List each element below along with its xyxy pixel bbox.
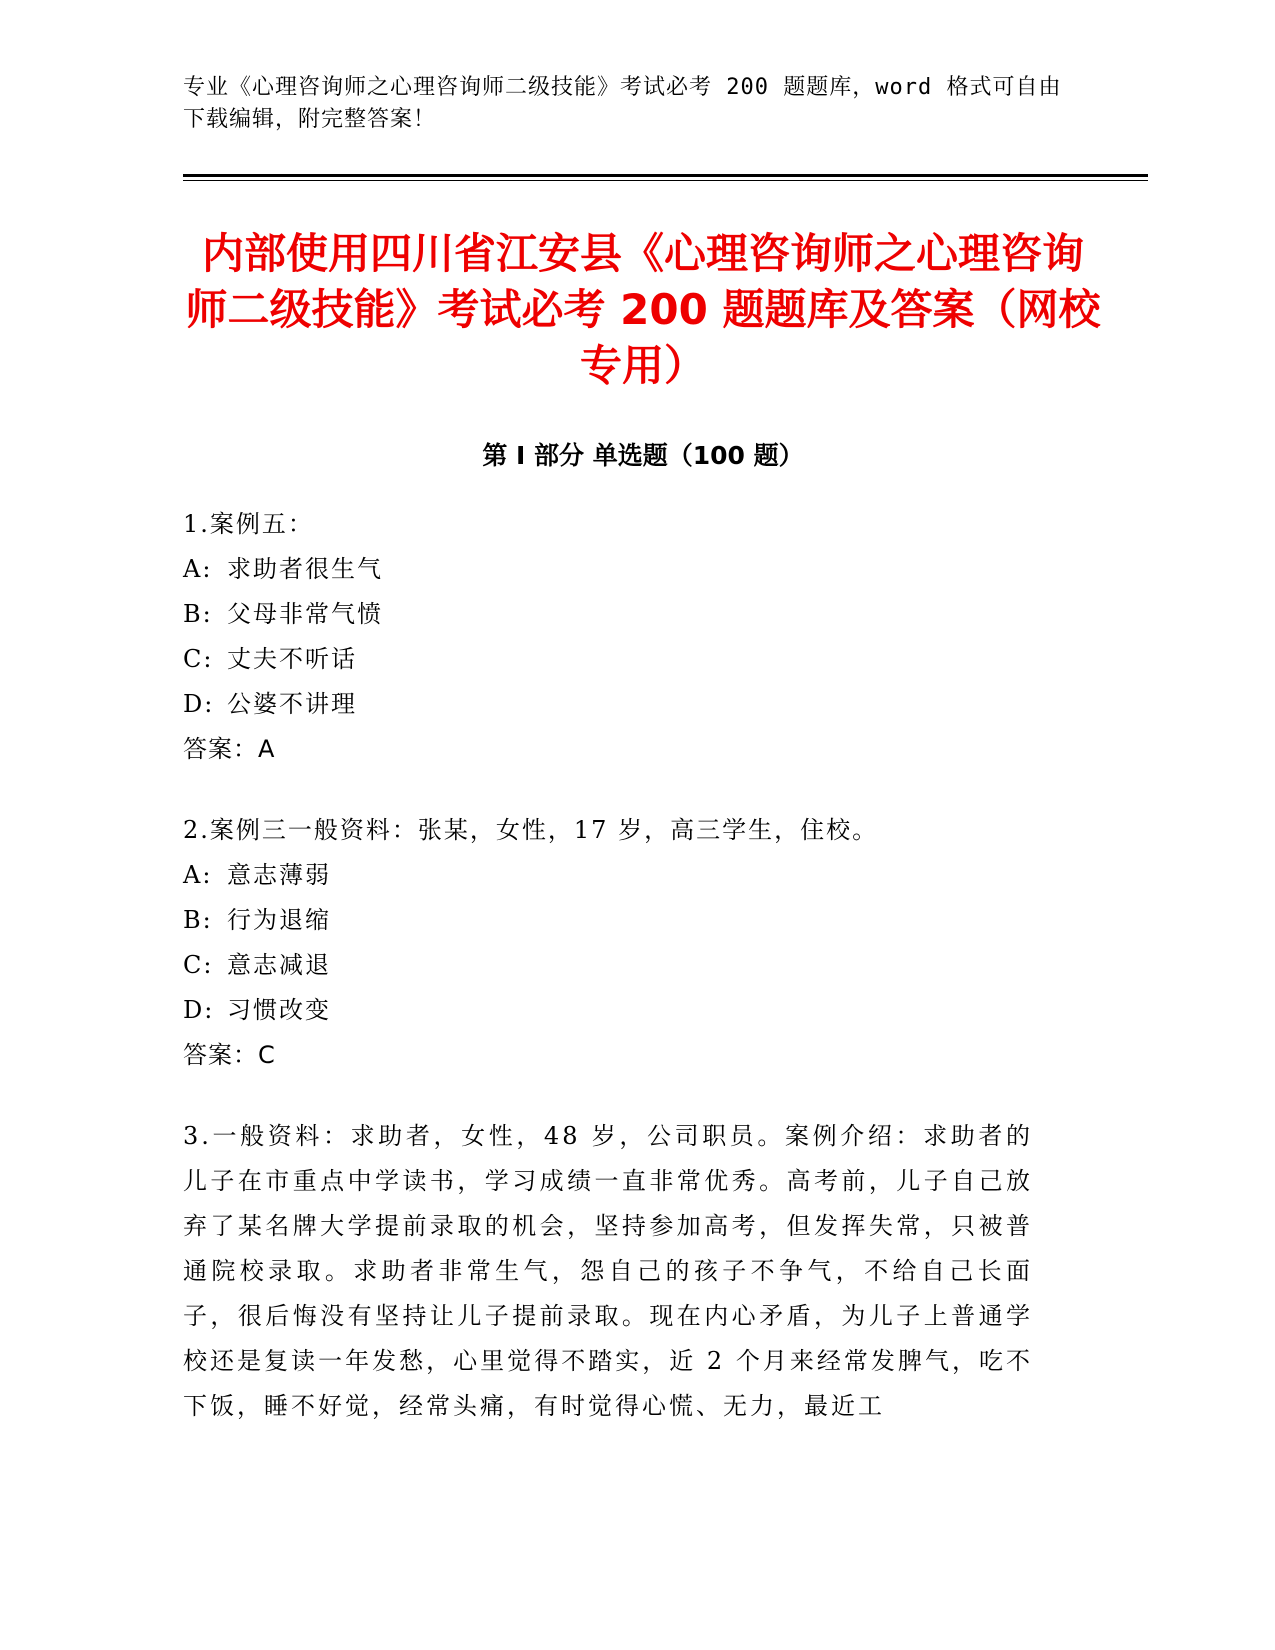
option-text: 意志减退 — [227, 951, 331, 979]
option-d — [183, 988, 1073, 1033]
option-text: 求助者很生气 — [227, 555, 383, 583]
answer-line: 答案：C — [183, 1041, 276, 1069]
header-divider-thick — [183, 174, 1148, 177]
option-letter: D: — [183, 996, 215, 1024]
option-text: 丈夫不听话 — [227, 645, 357, 673]
section-heading: 第 I 部分 单选题（100 题） — [482, 441, 804, 470]
question-1 — [183, 502, 1073, 772]
option-text: 意志薄弱 — [227, 861, 331, 889]
question-2 — [183, 808, 1073, 1078]
question-3 — [183, 1114, 1033, 1429]
option-a — [183, 547, 1073, 592]
header-note: 专业《心理咨询师之心理咨询师二级技能》考试必考 200 题题库，word 格式可自由下载编辑，附完整答案！ — [183, 75, 1062, 132]
option-text: 父母非常气愤 — [227, 600, 383, 628]
option-text: 习惯改变 — [227, 996, 331, 1024]
document-title: 内部使用四川省江安县《心理咨询师之心理咨询师二级技能》考试必考 200 题题库及答案（网校专用） — [185, 229, 1101, 390]
option-letter: C: — [183, 951, 214, 979]
header-divider-thin — [183, 180, 1148, 181]
option-letter: A: — [183, 861, 213, 889]
option-c — [183, 943, 1073, 988]
question-stem: 2.案例三一般资料：张某，女性，17 岁，高三学生，住校。 — [183, 816, 879, 844]
answer-line: 答案：A — [183, 735, 276, 763]
option-c — [183, 637, 1073, 682]
option-a — [183, 853, 1073, 898]
question-stem: 1.案例五： — [183, 510, 314, 538]
option-letter: D: — [183, 690, 215, 718]
option-b — [183, 898, 1073, 943]
option-letter: C: — [183, 645, 214, 673]
option-letter: B: — [183, 600, 213, 628]
option-b — [183, 592, 1073, 637]
question-stem: 3.一般资料：求助者，女性，48 岁，公司职员。案例介绍：求助者的儿子在市重点中学读书，学习成绩一直非常优秀。高考前，儿子自己放弃了某名牌大学提前录取的机会，坚持参加高考，但发挥失常，只被普通院校录取。求助者非常生气，怨自己的孩子不争气，不给自己长面子，很后悔没有坚持让儿子提前录取。现在内心矛盾，为儿子上普通学校还是复读一年发愁，心里觉得不踏实，近 2 个月来经常发脾气，吃不下饭，睡不好觉，经常头痛，有时觉得心慌、无力，最近工 — [183, 1122, 1033, 1420]
option-letter: A: — [183, 555, 213, 583]
option-d — [183, 682, 1073, 727]
option-text: 公婆不讲理 — [227, 690, 357, 718]
option-text: 行为退缩 — [227, 906, 331, 934]
option-letter: B: — [183, 906, 213, 934]
